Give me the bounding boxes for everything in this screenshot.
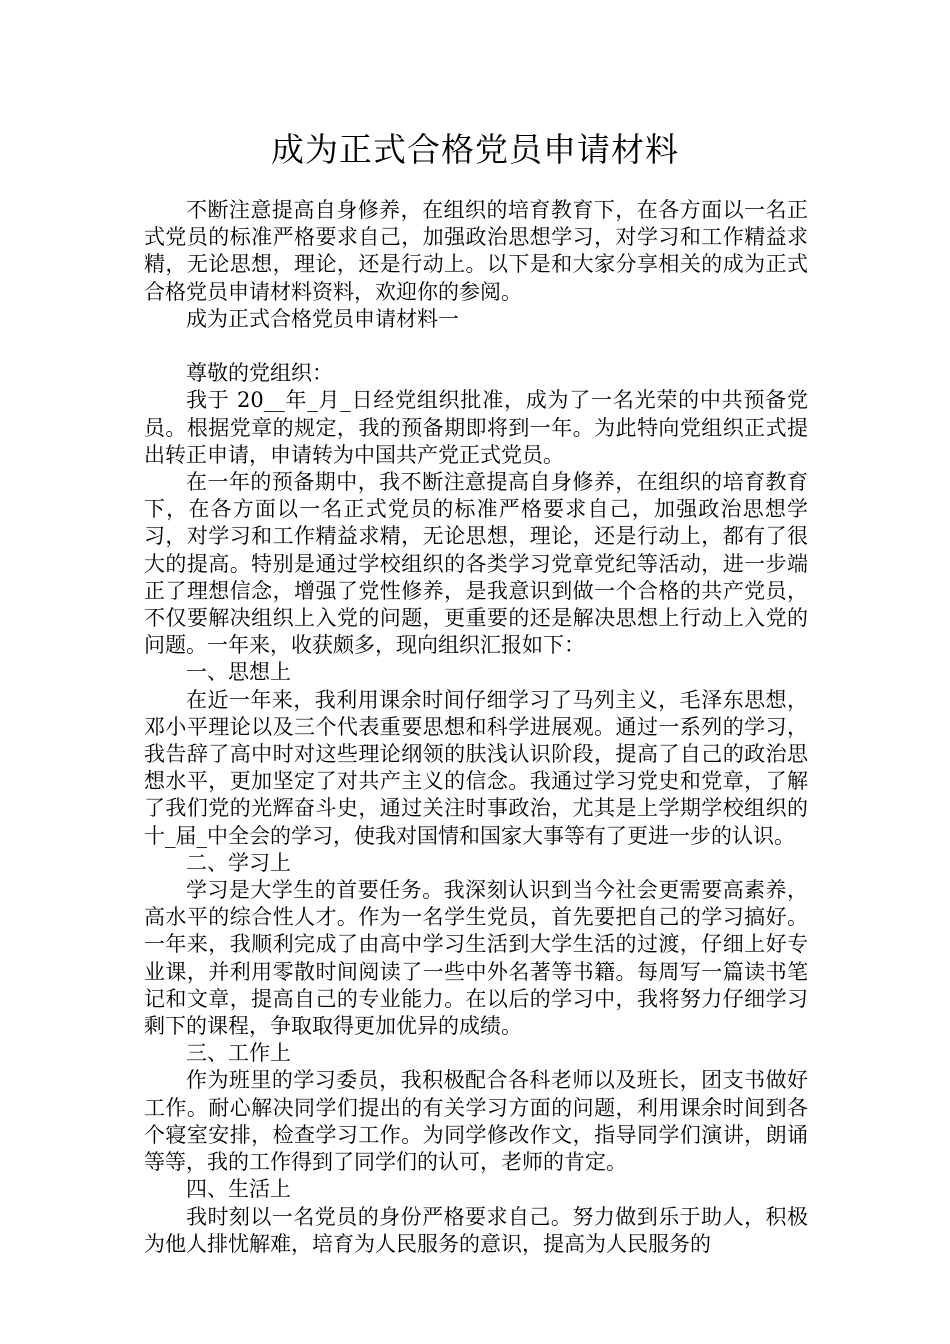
body-paragraph: 在一年的预备期中，我不断注意提高自身修养，在组织的培育教育下，在各方面以一名正式党员的标准严格要求自己，加强政治思想学习，对学习和工作精益求精，无论思想，理论，还是行动上，都有了很大的提高。特别是通过学校组织的各类学习党章党纪等活动，进一步端正了理想信念，增强了党性修养，是我意识到做一个合格的共产党员，不仅要解决组织上入党的问题，更重要的还是解决思想上行动上入党的问题。一年来，收获颇多，现向组织汇报如下： <box>144 470 808 658</box>
subheading-study: 二、学习上 <box>186 850 291 875</box>
document-title: 成为正式合格党员申请材料 <box>271 130 679 169</box>
section-heading: 成为正式合格党员申请材料一 <box>186 306 459 331</box>
subheading-thought: 一、思想上 <box>186 660 291 685</box>
body-paragraph: 学习是大学生的首要任务。我深刻认识到当今社会更需要高素养，高水平的综合性人才。作为一名学生党员，首先要把自己的学习搞好。一年来，我顺利完成了由高中学习生活到大学生活的过渡，仔细上好专业课，并利用零散时间阅读了一些中外名著等书籍。每周写一篇读书笔记和文章，提高自己的专业能力。在以后的学习中，我将努力仔细学习剩下的课程，争取取得更加优异的成绩。 <box>144 878 808 1039</box>
body-paragraph: 作为班里的学习委员，我积极配合各科老师以及班长，团支书做好工作。耐心解决同学们提出的有关学习方面的问题，利用课余时间到各个寝室安排，检查学习工作。为同学修改作文，指导同学们演讲，朗诵等等，我的工作得到了同学们的认可，老师的肯定。 <box>144 1068 808 1175</box>
salutation: 尊敬的党组织： <box>186 361 333 386</box>
body-paragraph: 在近一年来，我利用课余时间仔细学习了马列主义，毛泽东思想，邓小平理论以及三个代表重要思想和科学进展观。通过一系列的学习，我告辞了高中时对这些理论纲领的肤浅认识阶段，提高了自己的政治思想水平，更加坚定了对共产主义的信念。我通过学习党史和党章，了解了我们党的光辉奋斗史，通过关注时事政治，尤其是上学期学校组织的十_届_中全会的学习，使我对国情和国家大事等有了更进一步的认识。 <box>144 687 808 848</box>
subheading-work: 三、工作上 <box>186 1041 291 1066</box>
document-body <box>144 197 808 1258</box>
intro-paragraph: 不断注意提高自身修养，在组织的培育教育下，在各方面以一名正式党员的标准严格要求自己，加强政治思想学习，对学习和工作精益求精，无论思想，理论，还是行动上。以下是和大家分享相关的成为正式合格党员申请材料资料，欢迎你的参阅。 <box>144 198 808 304</box>
blank-line <box>144 333 808 360</box>
subheading-life: 四、生活上 <box>186 1177 291 1202</box>
body-paragraph: 我时刻以一名党员的身份严格要求自己。努力做到乐于助人，积极为他人排忧解难，培育为人民服务的意识，提高为人民服务的 <box>144 1204 808 1256</box>
body-paragraph: 我于 20__年_月_日经党组织批准，成为了一名光荣的中共预备党员。根据党章的规定，我的预备期即将到一年。为此特向党组织正式提出转正申请，申请转为中国共产党正式党员。 <box>144 388 808 467</box>
